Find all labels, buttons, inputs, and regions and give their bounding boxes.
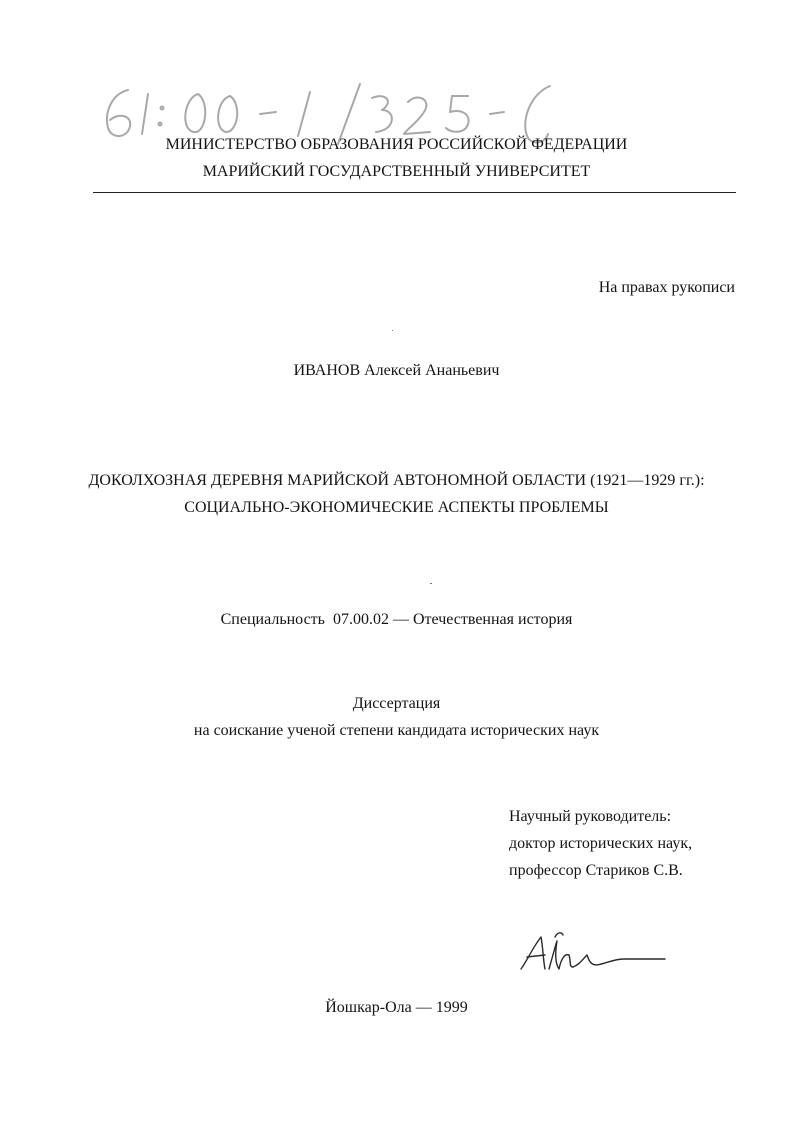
scan-speck [430,583,432,584]
manuscript-note: На правах рукописи [598,279,735,296]
dissertation-title-line-2: СОЦИАЛЬНО-ЭКОНОМИЧЕСКИЕ АСПЕКТЫ ПРОБЛЕМЫ [184,499,609,516]
header-divider [93,192,736,193]
supervisor-name: профессор Стариков С.В. [509,862,683,879]
dissertation-title-line-1: ДОКОЛХОЗНАЯ ДЕРЕВНЯ МАРИЙСКОЙ АВТОНОМНОЙ ОБЛАСТИ (1921—1929 гг.): [88,472,705,489]
specialty-line: Специальность 07.00.02 — Отечественная история [220,611,573,628]
university-name: МАРИЙСКИЙ ГОСУДАРСТВЕННЫЙ УНИВЕРСИТЕТ [202,163,591,180]
supervisor-degree: доктор исторических наук, [509,835,693,852]
place-and-year: Йошкар-Ола — 1999 [325,999,468,1016]
ministry-name: МИНИСТЕРСТВО ОБРАЗОВАНИЯ РОССИЙСКОЙ ФЕДЕРАЦИИ [165,136,628,153]
dissertation-label: Диссертация [352,695,441,712]
degree-purpose: на соискание ученой степени кандидата исторических наук [193,722,600,739]
signature [515,925,675,980]
author-name: ИВАНОВ Алексей Ананьевич [293,362,500,379]
scan-speck [392,330,393,331]
supervisor-heading: Научный руководитель: [509,808,672,825]
